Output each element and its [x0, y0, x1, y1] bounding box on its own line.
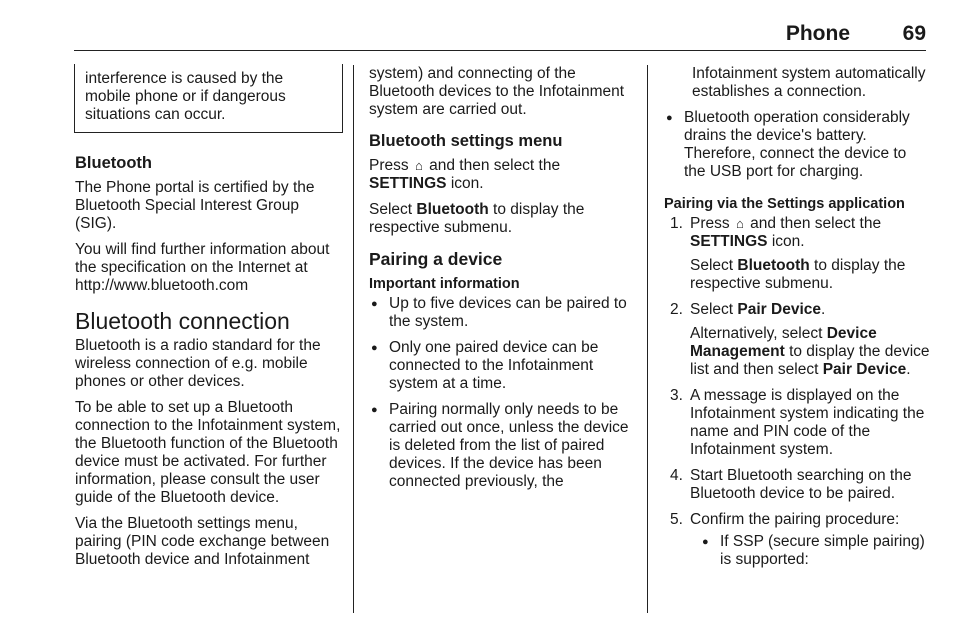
step-item: 5. Confirm the pairing procedure: ● If SSP (secure simple pairing) is supported:: [664, 511, 932, 569]
subheading-via-settings: Pairing via the Settings application: [664, 196, 905, 212]
list-item: ● If SSP (secure simple pairing) is supported:: [690, 533, 932, 569]
list-item: ● Up to five devices can be paired to the system.: [369, 295, 637, 331]
list-item: ● Pairing normally only needs to be carried out once, unless the device is deleted from the list of paired devices. If the device has been connected previously, the: [369, 401, 637, 491]
page-header: [74, 0, 926, 51]
continued-list: [664, 65, 932, 101]
term-bluetooth: Bluetooth: [416, 201, 489, 218]
column-divider: [647, 65, 648, 613]
page-number: 69: [902, 22, 926, 45]
paragraph: Select Bluetooth to display the respective submenu.: [369, 201, 585, 236]
list-item: ● Only one paired device can be connected to the Infotainment system at a time.: [369, 339, 637, 393]
step-item: 4. Start Bluetooth searching on the Bluetooth device to be paired.: [670, 467, 912, 502]
paragraph: Bluetooth is a radio standard for the wireless connection of e.g. mobile phones or other devices.: [75, 337, 321, 390]
paragraph: To be able to set up a Bluetooth connection to the Infotainment system, the Bluetooth function of the Bluetooth device must be activated. For further information, please consult the user guide of the Bluetooth device.: [75, 399, 341, 506]
step-item: 3. A message is displayed on the Infotainment system indicating the name and PIN code of the Infotainment system.: [670, 387, 925, 458]
sub-list: [690, 533, 932, 569]
list-item: Infotainment system automatically establishes a connection.: [692, 65, 926, 100]
term-settings: SETTINGS: [369, 175, 447, 192]
paragraph: Via the Bluetooth settings menu, pairing (PIN code exchange between Bluetooth device and Infotainment: [75, 515, 330, 568]
paragraph: Press ⌂ and then select the SETTINGS icon.: [369, 157, 561, 192]
column-middle: [369, 65, 637, 499]
column-left: [75, 65, 343, 577]
subheading-important: Important information: [369, 276, 520, 292]
section-heading-connection: Bluetooth connection: [75, 308, 290, 334]
step-item: 1. Press ⌂ and then select the SETTINGS icon. Select Bluetooth to display the respective submenu.: [670, 215, 906, 292]
paragraph: You will find further information about the specification on the Internet at http://www.bluetooth.com: [75, 241, 330, 294]
pairing-steps: [664, 215, 932, 569]
note-box: [74, 64, 343, 133]
paragraph: The Phone portal is certified by the Bluetooth Special Interest Group (SIG).: [75, 179, 315, 232]
step-item: 2. Select Pair Device. Alternatively, select Device Management to display the device list and then select Pair Device.: [670, 301, 930, 378]
chapter-title: Phone: [785, 22, 850, 45]
paragraph: system) and connecting of the Bluetooth devices to the Infotainment system are carried out.: [369, 65, 625, 118]
section-heading-settings-menu: Bluetooth settings menu: [369, 132, 563, 150]
list-item: ● Bluetooth operation considerably drains the device's battery. Therefore, connect the device to the USB port for charging.: [664, 109, 932, 181]
battery-list: [664, 109, 932, 181]
important-list: [369, 295, 637, 491]
home-icon: ⌂: [414, 158, 423, 173]
note-text: interference is caused by the mobile phone or if dangerous situations can occur.: [85, 70, 286, 123]
column-right: [664, 65, 932, 577]
column-divider: [353, 65, 354, 613]
section-heading-pairing: Pairing a device: [369, 249, 503, 269]
section-heading-bluetooth: Bluetooth: [75, 154, 152, 172]
home-icon: ⌂: [735, 216, 744, 231]
